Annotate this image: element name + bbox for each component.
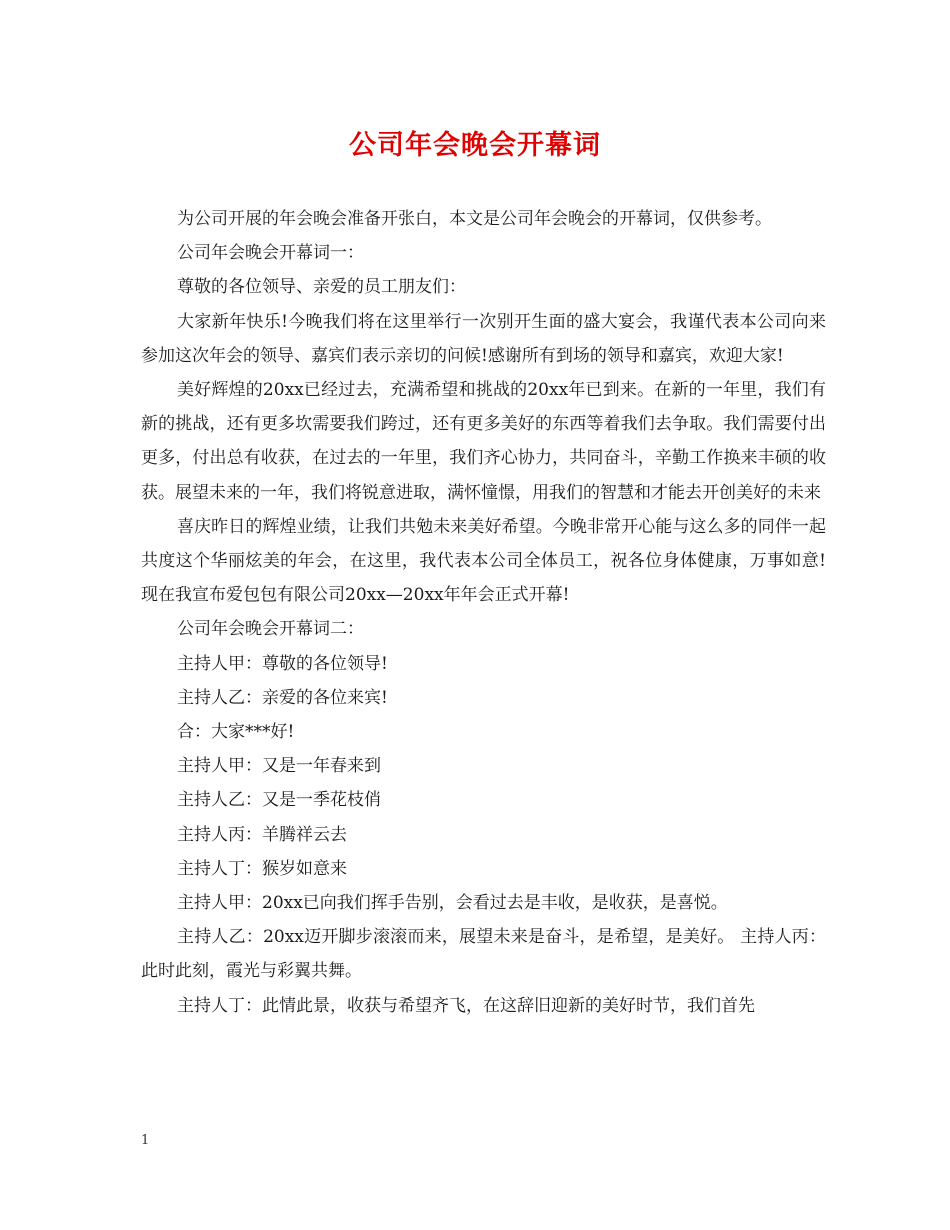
paragraph-host-line: 主持人乙：亲爱的各位来宾! bbox=[177, 687, 388, 708]
document-body bbox=[141, 202, 826, 1023]
paragraph-salutation: 尊敬的各位领导、亲爱的员工朋友们： bbox=[177, 277, 466, 298]
paragraph-host-line: 主持人丁：此情此景，收获与希望齐飞，在这辞旧迎新的美好时节，我们首先 bbox=[177, 995, 755, 1016]
paragraph-opening: 喜庆昨日的辉煌业绩，让我们共勉未来美好希望。今晚非常开心能与这么多的同伴一起共度这个华丽炫美的年会，在这里，我代表本公司全体员工，祝各位身体健康，万事如意!现在我宣布爱包包有限公司20xx—20xx年年会正式开幕! bbox=[141, 516, 826, 606]
paragraph-host-line: 合：大家***好! bbox=[177, 722, 295, 743]
paragraph-host-line: 主持人丙：羊腾祥云去 bbox=[177, 824, 347, 845]
paragraph-host-line: 主持人甲：又是一年春来到 bbox=[177, 756, 381, 777]
document-title: 公司年会晚会开幕词 bbox=[349, 130, 601, 161]
paragraph-host-line: 主持人乙：又是一季花枝俏 bbox=[177, 790, 381, 811]
paragraph-heading-two: 公司年会晚会开幕词二： bbox=[177, 619, 364, 640]
paragraph-greeting: 大家新年快乐!今晚我们将在这里举行一次别开生面的盛大宴会，我谨代表本公司向来参加这次年会的领导、嘉宾们表示亲切的问候!感谢所有到场的领导和嘉宾，欢迎大家! bbox=[141, 311, 826, 366]
paragraph-host-line: 主持人丁：猴岁如意来 bbox=[177, 858, 347, 879]
paragraph-host-line: 主持人乙：20xx迈开脚步滚滚而来，展望未来是奋斗，是希望，是美好。 主持人丙：此时此刻，霞光与彩翼共舞。 bbox=[141, 927, 826, 982]
paragraph-review: 美好辉煌的20xx已经过去，充满希望和挑战的20xx年已到来。在新的一年里，我们有新的挑战，还有更多坎需要我们跨过，还有更多美好的东西等着我们去争取。我们需要付出更多，付出总有收获，在过去的一年里，我们齐心协力，共同奋斗，辛勤工作换来丰硕的收获。展望未来的一年，我们将锐意进取，满怀憧憬，用我们的智慧和才能去开创美好的未来 bbox=[141, 380, 826, 503]
paragraph-host-line: 主持人甲：20xx已向我们挥手告别，会看过去是丰收，是收获，是喜悦。 bbox=[177, 893, 728, 914]
paragraph-host-line: 主持人甲：尊敬的各位领导! bbox=[177, 653, 388, 674]
paragraph-heading-one: 公司年会晚会开幕词一： bbox=[177, 243, 364, 264]
page-number: 1 bbox=[141, 1133, 150, 1148]
paragraph-intro: 为公司开展的年会晚会准备开张白，本文是公司年会晚会的开幕词，仅供参考。 bbox=[177, 209, 772, 229]
